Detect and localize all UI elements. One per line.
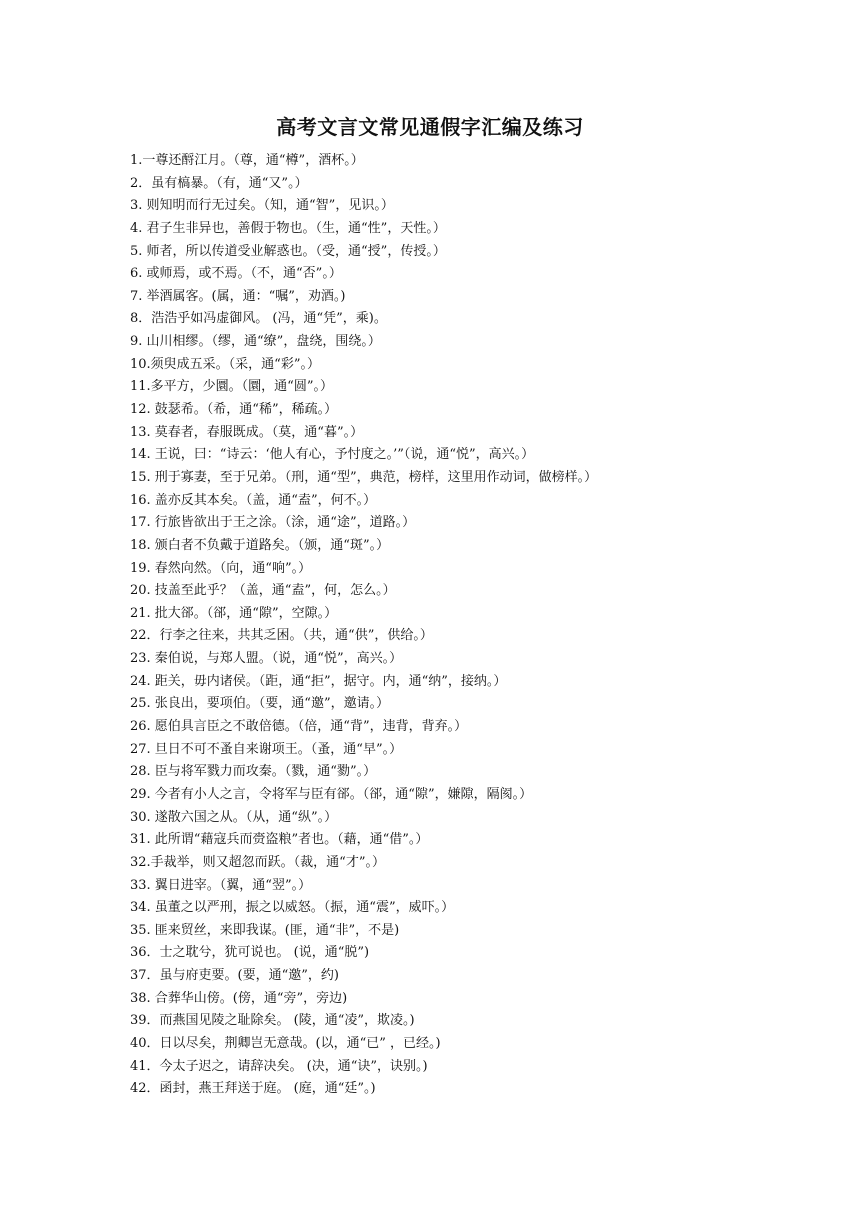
list-item: 1.一尊还酹江月。（尊，通“樽”，酒杯。） bbox=[130, 153, 364, 168]
entry-list bbox=[130, 150, 830, 1101]
list-item: 18. 颁白者不负戴于道路矣。（颁，通“斑”。） bbox=[130, 537, 390, 553]
list-item: 19. 春然向然。（向，通“响”。） bbox=[130, 560, 312, 576]
list-item: 9. 山川相缪。（缪，通“缭”，盘绕，围绕。） bbox=[130, 334, 381, 350]
list-item: 30. 遂散六国之从。（从，通“纵”。） bbox=[130, 809, 338, 825]
list-item: 13. 莫春者，春服既成。（莫，通“暮”。） bbox=[130, 424, 364, 440]
list-item: 17. 行旅皆欲出于王之涂。（涂，通“途”，道路。） bbox=[130, 515, 416, 531]
document-title: 高考文言文常见通假字汇编及练习 bbox=[276, 115, 584, 139]
list-item: 11.多平方，少圜。（圜，通“圆”。） bbox=[130, 379, 333, 395]
list-item: 33. 翼日进宰。（翼，通“翌”。） bbox=[130, 877, 312, 893]
list-item: 35. 匪来贸丝，来即我谋。(匪，通“非”，不是) bbox=[130, 922, 400, 938]
list-item: 8．浩浩乎如冯虚御风。 (冯，通“凭”，乘)。 bbox=[130, 311, 387, 327]
list-item: 24. 距关，毋内诸侯。（距，通“拒”，据守。内，通“纳”，接纳。） bbox=[130, 673, 507, 689]
list-item: 29. 今者有小人之言，令将军与臣有郤。（郤，通“隙”，嫌隙，隔阂。） bbox=[130, 786, 533, 802]
list-item: 22．行李之往来，共其乏困。（共，通“供”，供给。） bbox=[130, 628, 433, 644]
list-item: 20. 技盖至此乎？（盖，通“盍”，何，怎么。） bbox=[130, 583, 396, 599]
list-item: 26. 愿伯具言臣之不敢倍德。（倍，通“背”，违背，背弃。） bbox=[130, 719, 468, 735]
list-item: 31. 此所谓“藉寇兵而赍盗粮”者也。（藉，通“借”。） bbox=[130, 832, 429, 848]
list-item: 34. 虽董之以严刑，振之以威怒。（振，通“震”，威吓。） bbox=[130, 900, 455, 916]
list-item: 23. 秦伯说，与郑人盟。（说，通“悦”，高兴。） bbox=[130, 651, 403, 667]
list-item: 41．今太子迟之，请辞决矣。 (决，通“诀”，诀别。) bbox=[130, 1058, 428, 1074]
list-item: 2．虽有槁暴。（有，通“又”。） bbox=[130, 175, 308, 191]
list-item: 37．虽与府吏要。(要，通“邀”，约) bbox=[130, 968, 339, 984]
list-item: 10.须臾成五采。（采，通“彩”。） bbox=[130, 356, 320, 372]
list-item: 39．而燕国见陵之耻除矣。 (陵，通“凌”，欺凌。) bbox=[130, 1013, 415, 1029]
list-item: 3. 则知明而行无过矣。（知，通“智”，见识。） bbox=[130, 198, 394, 214]
list-item: 6. 或师焉，或不焉。（不，通“否”。） bbox=[130, 266, 342, 282]
list-item: 38. 合葬华山傍。(傍，通“旁”，旁边) bbox=[130, 990, 348, 1006]
list-item: 16. 盖亦反其本矣。（盖，通“盍”，何不。） bbox=[130, 492, 377, 508]
list-item: 14. 王说，曰：“诗云：‘他人有心，予忖度之。’”（说，通“悦”，高兴。） bbox=[130, 447, 535, 463]
list-item: 32.手裁举，则又超忽而跃。（裁，通“才”。） bbox=[130, 854, 385, 870]
list-item: 28. 臣与将军戮力而攻秦。（戮，通“勠”。） bbox=[130, 764, 377, 780]
list-item: 21. 批大郤。（郤，通“隙”，空隙。） bbox=[130, 605, 338, 621]
list-item: 4. 君子生非异也，善假于物也。（生，通“性”，天性。） bbox=[130, 220, 446, 236]
list-item: 36．士之耽兮，犹可说也。 (说，通“脱”) bbox=[130, 945, 370, 961]
list-item: 12. 鼓瑟希。（希，通“稀”，稀疏。） bbox=[130, 402, 338, 418]
list-item: 5. 师者，所以传道受业解惑也。（受，通“授”，传授。） bbox=[130, 243, 446, 259]
list-item: 25. 张良出，要项伯。（要，通“邀”，邀请。） bbox=[130, 696, 390, 712]
list-item: 15. 刑于寡妻，至于兄弟。（刑，通“型”，典范，榜样，这里用作动词，做榜样。） bbox=[130, 469, 598, 485]
list-item: 7. 举酒属客。(属，通：“嘱”，劝酒。) bbox=[130, 288, 346, 304]
list-item: 42．函封，燕王拜送于庭。 (庭，通“廷”。) bbox=[130, 1081, 376, 1097]
list-item: 40．日以尽矣，荆卿岂无意哉。(以，通“已” ，已经。) bbox=[130, 1035, 441, 1051]
list-item: 27. 旦日不可不蚤自来谢项王。（蚤，通“早”。） bbox=[130, 741, 403, 757]
